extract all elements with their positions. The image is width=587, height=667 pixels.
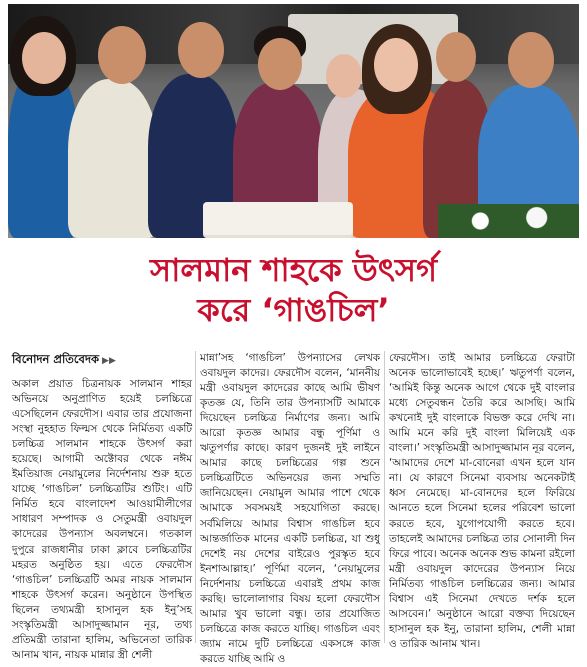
flower-arrangement xyxy=(438,204,579,238)
person-6-face xyxy=(374,38,418,92)
event-photo xyxy=(8,4,579,238)
person-2-face xyxy=(98,26,146,84)
person-7-face xyxy=(436,32,476,82)
person-1-face xyxy=(22,32,66,84)
person-8-face xyxy=(508,32,554,88)
person-3-face xyxy=(178,22,224,78)
column-divider-1 xyxy=(195,351,196,643)
article-column-3: ফেরদৌস। তাই আমার চলচ্চিত্রে ফেরাটা অনেক ভালোভাবেই হচ্ছে।’ ঋতুপর্ণা বলেন, ‘আমিই কিন্তু অনেক আগে থেকে দুই বাংলার মধ্যে সেতুবন্ধন তৈরি করে আসছি। আমি কখনোই দুই বাংলাকে বিভক্ত করে দেখি না। আমি মনে করি দুই বাংলা মিলিয়েই এক বাংলা।’ সংস্কৃতিমন্ত্রী আসাদুজ্জামান নূর বলেন, ‘আমাদের দেশে মা-বোনেরা এখন হলে যান না। যে কারণে সিনেমা ব্যবসায় অনেকটাই ধ্বস নেমেছে। মা-বোনদের হলে ফিরিয়ে আনতে হলে সিনেমা হলের পরিবেশ ভালো করতে হবে, যুগোপযোগী করতে হবে। তাহলেই আমাদের চলচ্চিত্র তার সোনালী দিন ফিরে পাবে। অনেক অনেক শুভ কামনা রইলো মন্ত্রী ওবায়দুল কাদেরের উপন্যাস নিয়ে নির্মিতব্য গাঙচিল চলচ্চিত্রের জন্য। আমার বিশ্বাস এই সিনেমা দেখতে দর্শক হলে আসবেন।’ অনুষ্ঠানে আরো বক্তব্য দিয়েছেন হাসানুল হক ইনু, তারানা হালিম, শেলী মান্না ও তারিক আনাম খান। xyxy=(389,352,575,650)
byline xyxy=(12,351,116,370)
article-column-1: অকাল প্রয়াত চিত্রনায়ক সালমান শাহর অভিনয়ে অনুপ্রাণিত হয়েই চলচ্চিত্রে এসেছিলেন ফেরদৌস। এবার তার প্রযোজনা সংস্থা নুহহাত ফিল্মস থেকে নির্মিতব্য একটি চলচ্চিত্র সালমান শাহকে উৎসর্গ করা হয়েছে। আগামী অক্টোবর থেকে নঈম ইমতিয়াজ নেয়ামুলের নির্দেশনায় শুরু হতে যাচ্ছে ‘গাঙচিল’ চলচ্চিত্রটির শুটিং। এটি নির্মিত হবে বাংলাদেশ আওয়ামীলীগের সাধারণ সম্পাদক ও সেতুমন্ত্রী ওবায়দুল কাদেরের উপন্যাস অবলম্বনে। গতকাল দুপুরে রাজধানীর ঢাকা ক্লাবে চলচ্চিত্রটির মহরত অনুষ্ঠিত হয়। এতে ফেরদৌস ‘গাঙচিল’ চলচ্চিত্রটি অমর নায়ক সালমান শাহকে উৎসর্গ করেন। অনুষ্ঠানে উপস্থিত ছিলেন তথ্যমন্ত্রী হাসানুল হক ইনু’সহ সংস্কৃতিমন্ত্রী আসাদুজ্জামান নূর, তথ্য প্রতিমন্ত্রী তারানা হালিম, অভিনেতা তারিক আনাম খান, নায়ক মান্নার স্ত্রী শেলী xyxy=(12,378,192,661)
byline-arrows-icon: ▶▶ xyxy=(102,356,116,366)
article-column-2: মান্না’সহ ‘গাঙচিল’ উপন্যাসের লেখক ওবায়দুল কাদের। ফেরদৌস বলেন, ‘মাননীয় মন্ত্রী ওবায়দুল কাদেরের কাছে আমি ভীষণ কৃতজ্ঞ যে, তিনি তার উপন্যাসটি আমাকে দিয়েছেন চলচ্চিত্র নির্মাণের জন্য। আমি আরো কৃতজ্ঞ আমার বন্ধু পূর্ণিমা ও ঋতুপর্ণার কাছে। কারণ দুজনই দুই লাইনে আমার কাছে চলচ্চিত্রের গল্প শুনে চলচ্চিত্রটিতে অভিনয়ের জন্য সম্মতি জানিয়েছেন। নেয়ামুল আমার পাশে থেকে আমাকে সবসময়ই সহযোগিতা করছে। সর্বমিলিয়ে আমার বিশ্বাস গাঙচিল হবে আন্তর্জাতিক মানের একটি চলচ্চিত্র, যা শুধু দেশেই নয় দেশের বাইরেও পুরস্কৃত হবে ইনশাআল্লাহ।’ পূর্ণিমা বলেন, ‘নেয়ামুলের নির্দেশনায় চলচ্চিত্রে এবারই প্রথম কাজ করছি। ভালোলাগার বিষয় হলো ফেরদৌস আমার খুব ভালো বন্ধু। তার প্রযোজিত চলচ্চিত্রে কাজ করতে যাচ্ছি। গাঙচিল এবং জ্যাম নামে দুটি চলচ্চিত্রে একসঙ্গে কাজ করতে যাচ্ছি আমি ও xyxy=(200,352,380,665)
column-divider-2 xyxy=(384,351,385,643)
cake xyxy=(203,202,353,238)
person-2 xyxy=(68,79,158,238)
headline-line-2: করে ‘গাঙচিল’ xyxy=(197,291,390,329)
byline-text: বিনোদন প্রতিবেদক xyxy=(12,352,100,366)
person-5-face xyxy=(326,54,362,98)
person-4-face xyxy=(258,38,302,90)
headline-line-1: সালমান শাহকে উৎসর্গ xyxy=(149,251,438,289)
